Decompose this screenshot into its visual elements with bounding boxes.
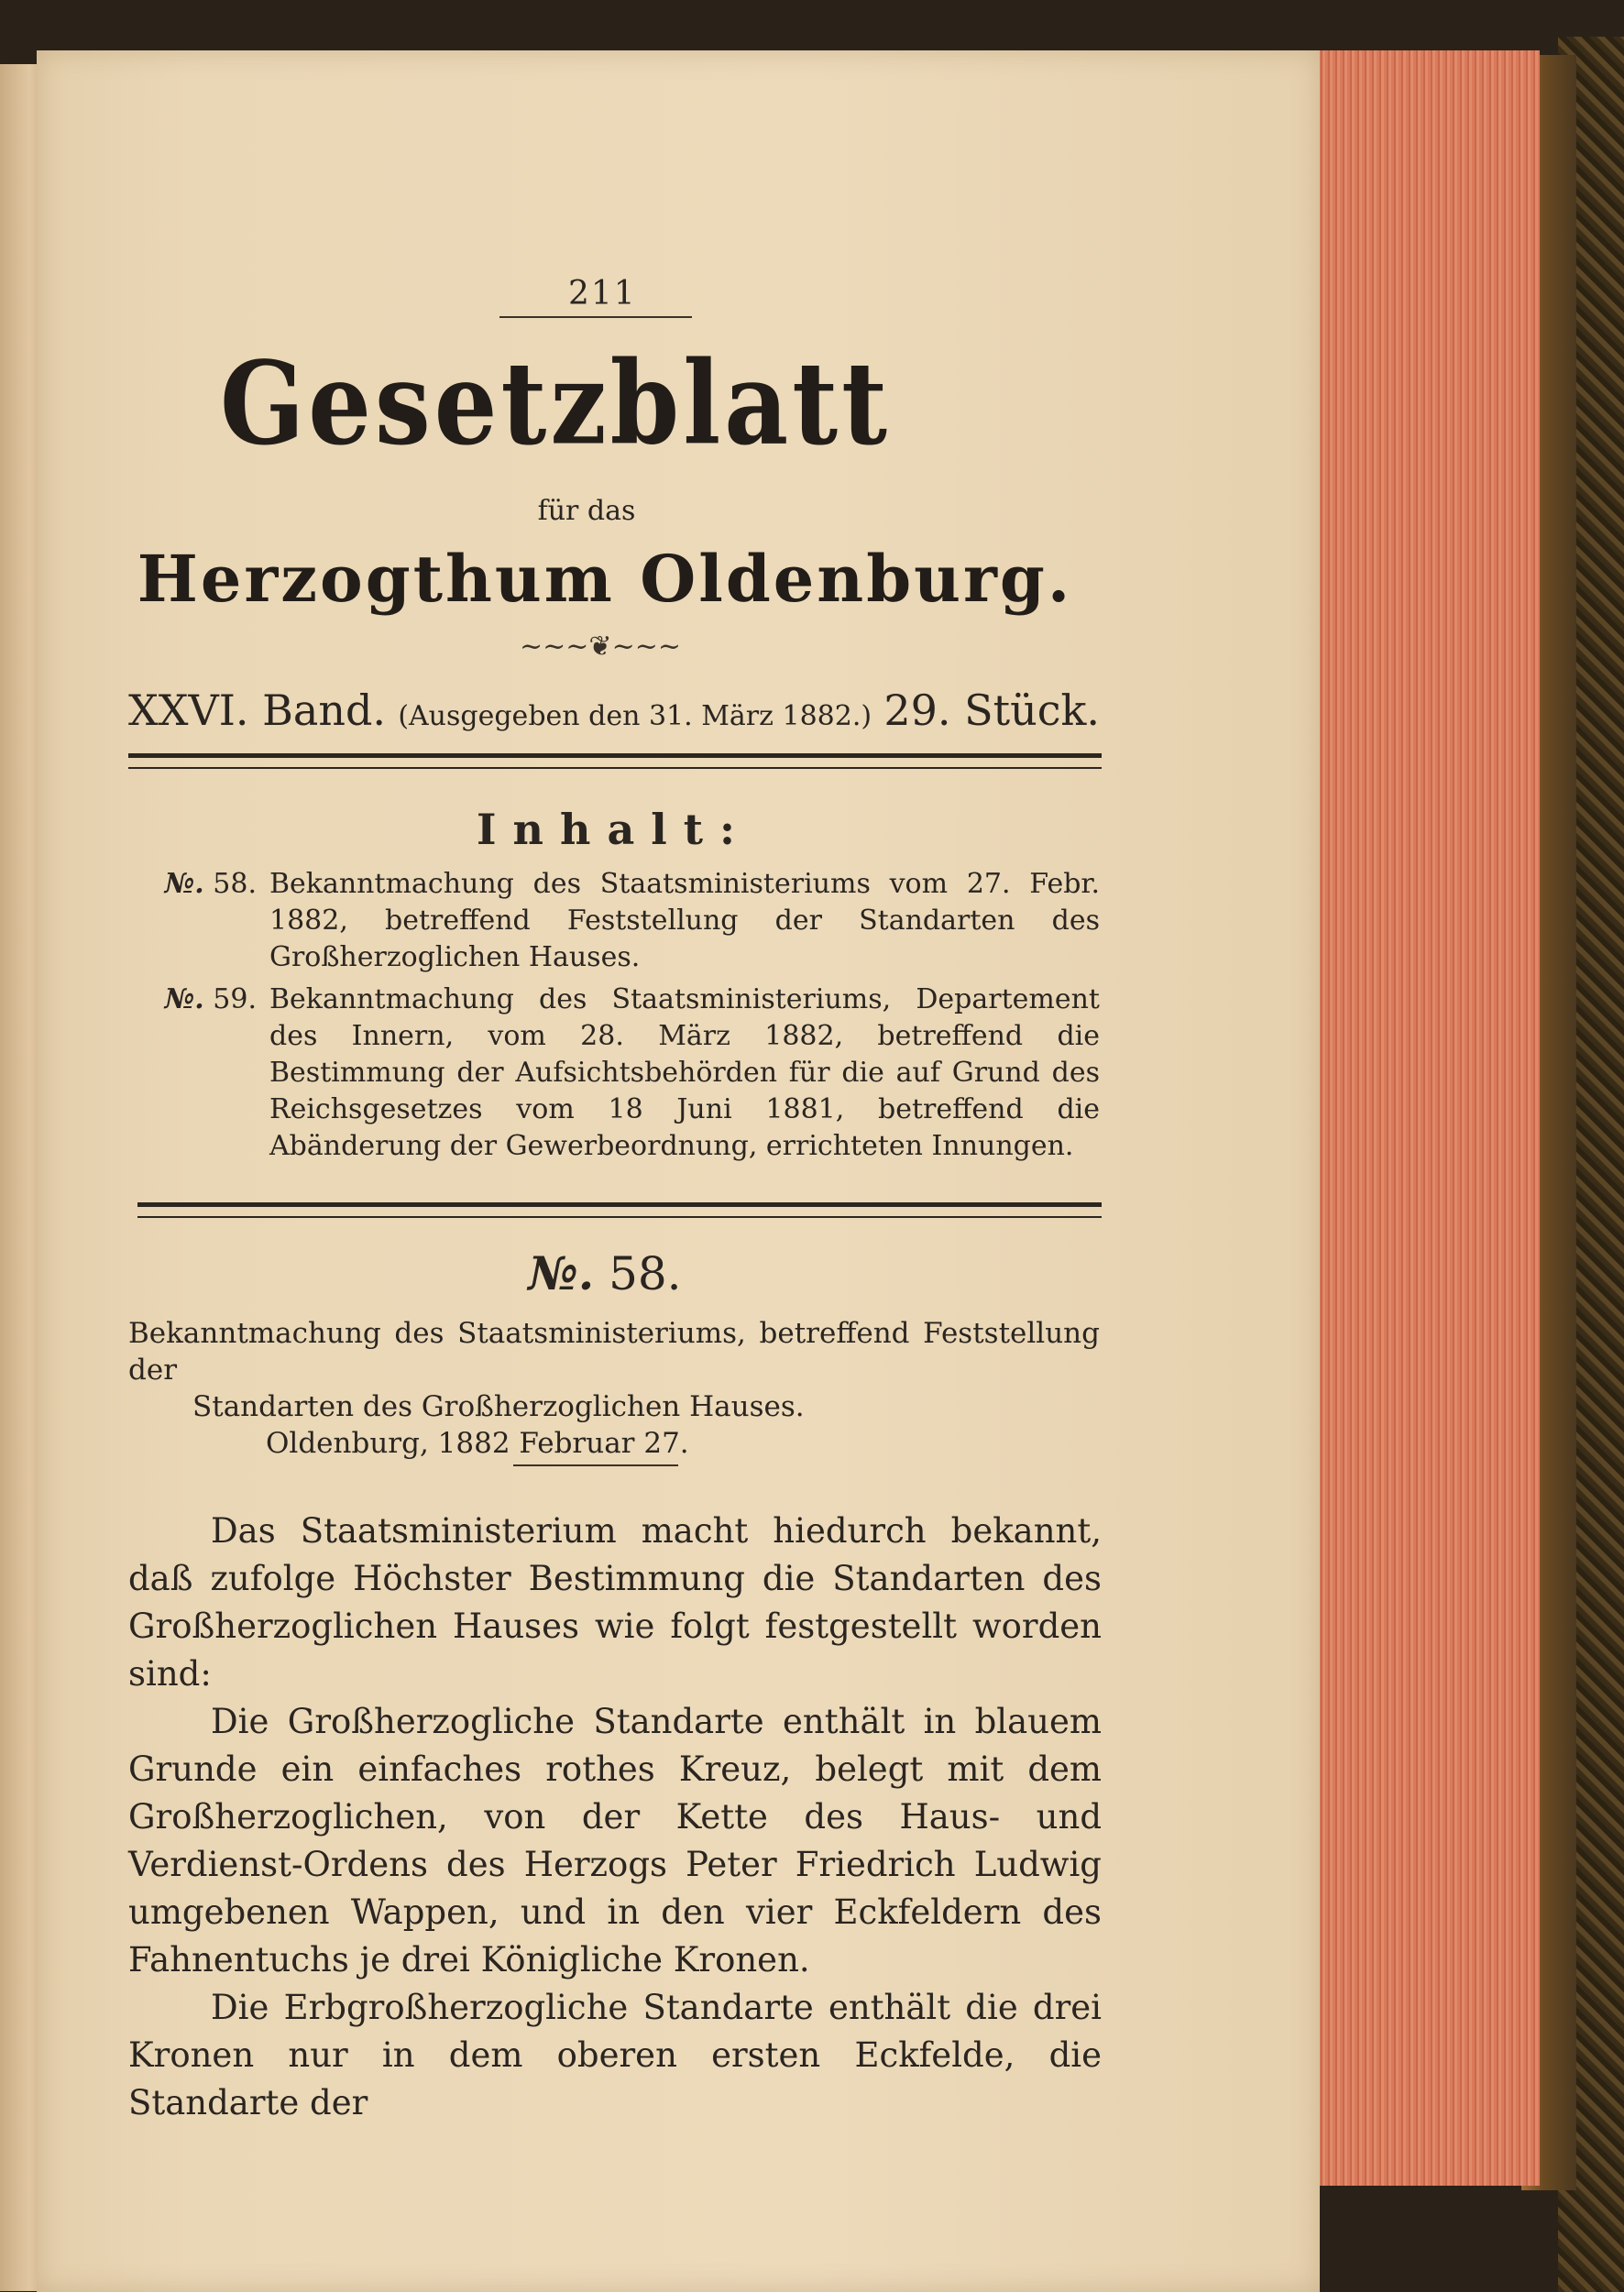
toc-number: 58.	[213, 868, 257, 900]
issue-date: (Ausgegeben den 31. März 1882.)	[398, 700, 872, 732]
notice-title-line1: Bekanntmachung des Staatsministeriums, betreffend Feststellung der	[128, 1317, 1100, 1387]
issue-part: 29. Stück.	[883, 685, 1100, 735]
toc-item	[128, 982, 1100, 1165]
paragraph: Die Großherzogliche Standarte enthält in blauem Grunde ein einfaches rothes Kreuz, belegt mit dem Großherzoglichen, von der Kette des Haus- und Verdienst-Ordens des Herzogs Peter Friedrich Ludwig umgebenen Wappen, und in den vier Eckfeldern des Fahnentuchs je drei Königliche Kronen.	[128, 1702, 1102, 1979]
section-number: 58.	[609, 1247, 682, 1300]
page-number: 211	[568, 275, 637, 313]
issue-band: XXVI. Band.	[128, 685, 387, 735]
ornament-divider: ~~~❦~~~	[520, 631, 681, 663]
toc-item-text: Bekanntmachung des Staatsministeriums, Departement des Innern, vom 28. März 1882, betreffend die Bestimmung der Aufsichtsbehörden für die auf Grund des Reichsgesetzes vom 18 Juni 1881, betreffend die Abänderung der Gewerbeordnung, errichteten Innungen.	[269, 983, 1100, 1162]
toc-heading: Inhalt:	[477, 805, 752, 854]
issue-line	[128, 685, 1100, 735]
page-edges	[1311, 50, 1540, 2186]
double-rule-top	[128, 753, 1102, 769]
toc-item-number	[128, 866, 269, 976]
toc-item-number	[128, 982, 269, 1165]
subtitle-small: für das	[537, 495, 636, 527]
toc-item-text: Bekanntmachung des Staatsministeriums vom 27. Febr. 1882, betreffend Feststellung der Standarten des Großherzoglichen Hauses.	[269, 868, 1100, 973]
paragraph: Das Staatsministerium macht hiedurch bekannt, daß zufolge Höchster Bestimmung die Standarten des Großherzoglichen Hauses wie folgt festgestellt worden sind:	[128, 1511, 1102, 1694]
page-title: Gesetzblatt	[220, 337, 891, 471]
section-rule	[513, 1464, 678, 1466]
notice-place-date: Oldenburg, 1882 Februar 27.	[266, 1427, 689, 1460]
number-sign: №.	[528, 1246, 595, 1300]
double-rule-bottom	[137, 1202, 1102, 1218]
toc-item	[128, 866, 1100, 976]
body-text	[128, 1508, 1102, 2127]
number-sign: №.	[164, 868, 204, 900]
notice-title-line2: Standarten des Großherzoglichen Hauses.	[192, 1390, 805, 1423]
paragraph: Die Erbgroßherzogliche Standarte enthält die drei Kronen nur in dem oberen ersten Eckfelde, die Standarte der	[128, 1988, 1102, 2122]
toc-number: 59.	[213, 983, 257, 1015]
section-heading	[495, 1246, 715, 1300]
number-sign: №.	[164, 983, 204, 1015]
notice-header	[128, 1315, 1100, 1462]
subtitle-big: Herzogthum Oldenburg.	[137, 541, 1073, 617]
table-of-contents	[128, 866, 1100, 1170]
header-rule	[499, 316, 692, 318]
